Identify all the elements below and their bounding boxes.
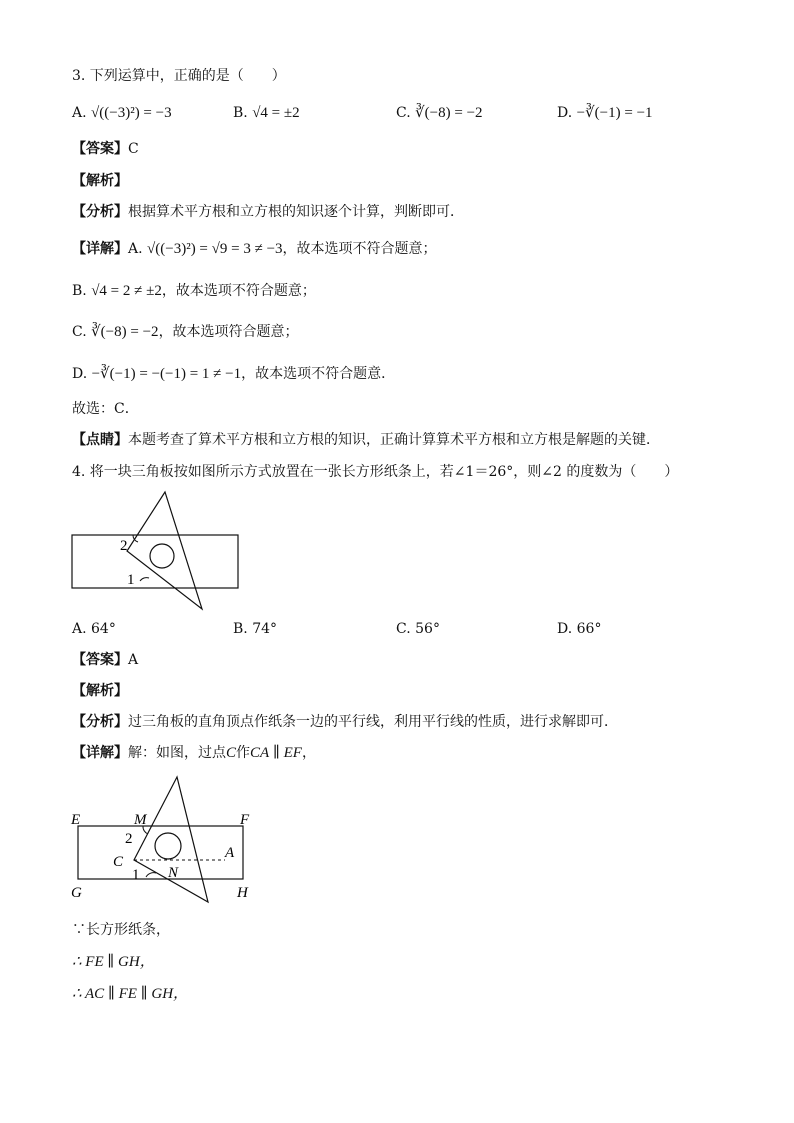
label-a: A xyxy=(225,845,235,861)
q3-option-a-text: √((−3)²) = −3 xyxy=(91,105,172,121)
detail-c-math: ∛(−8) = −2 xyxy=(91,324,159,340)
fenxi-tag: 【分析】 xyxy=(72,714,128,730)
angle-1-arc xyxy=(140,578,149,581)
detail-a-label: A. xyxy=(128,241,143,257)
q3-option-d xyxy=(557,104,653,122)
q3-detail-b xyxy=(72,282,316,300)
label-c: C xyxy=(113,854,124,870)
detail-c-label: C. xyxy=(72,324,87,340)
q3-analysis-tag xyxy=(72,172,128,190)
fenxi-text: 过三角板的直角顶点作纸条一边的平行线，利用平行线的性质，进行求解即可． xyxy=(128,714,618,730)
detail-b-tail: ，故本选项不符合题意； xyxy=(161,283,316,299)
q3-option-b xyxy=(233,104,300,122)
q3-answer xyxy=(72,140,139,158)
label-g: G xyxy=(71,885,82,901)
q4-option-c xyxy=(396,620,440,638)
detail-end: ， xyxy=(301,745,316,761)
q4-option-c-label: C. xyxy=(396,621,411,637)
q3-choose: 故选：C． xyxy=(72,401,139,417)
label-m: M xyxy=(134,812,147,828)
q3-stem: 3. 下列运算中，正确的是（ ） xyxy=(72,68,286,84)
q3-option-c xyxy=(396,104,483,122)
dianjing-text: 本题考查了算术平方根和立方根的知识，正确计算算术平方根和立方根是解题的关键． xyxy=(128,432,660,448)
q4-option-d-text: 66° xyxy=(576,621,602,637)
answer-value: A xyxy=(128,652,139,668)
label-f: F xyxy=(240,812,250,828)
q3-detail-a xyxy=(72,240,437,258)
label-1: 1 xyxy=(132,867,140,883)
detail-ef: EF xyxy=(283,745,302,761)
q3-option-a-label: A. xyxy=(72,105,87,121)
fenxi-tag: 【分析】 xyxy=(72,204,128,220)
detail-point-c: C xyxy=(226,745,237,761)
q3-option-c-text: ∛(−8) = −2 xyxy=(415,105,483,121)
answer-value: C xyxy=(128,141,139,157)
q3-option-a xyxy=(72,104,172,122)
q4-figure-2 xyxy=(70,773,260,905)
detail-parallel: ∥ xyxy=(269,745,284,761)
analysis-tag: 【解析】 xyxy=(72,173,128,189)
q4-detail xyxy=(72,744,316,762)
q4-figure-1 xyxy=(70,490,245,615)
q4-step-2: ∴ FE ∥ GH， xyxy=(72,954,155,970)
detail-d-tail: ，故本选项不符合题意． xyxy=(241,366,396,382)
q4-option-d xyxy=(557,620,601,638)
detail-mid: 作 xyxy=(236,745,251,761)
detail-d-math: −∛(−1) = −(−1) = 1 ≠ −1 xyxy=(91,366,242,382)
detail-ca: CA xyxy=(250,745,270,761)
label-2: 2 xyxy=(125,831,133,847)
set-square-hole-2 xyxy=(155,833,181,859)
detail-b-math: √4 = 2 ≠ ±2 xyxy=(91,283,162,299)
label-e: E xyxy=(71,812,81,828)
q3-option-d-label: D. xyxy=(557,105,573,121)
set-square xyxy=(127,492,202,609)
detail-tag: 【详解】 xyxy=(72,241,128,257)
q3-option-c-label: C. xyxy=(396,105,411,121)
detail-a-math: √((−3)²) = √9 = 3 ≠ −3 xyxy=(147,241,283,257)
q4-option-a-text: 64° xyxy=(91,621,116,637)
q3-fenxi xyxy=(72,203,464,221)
set-square-hole xyxy=(150,544,174,568)
q4-option-a-label: A. xyxy=(72,621,87,637)
analysis-tag: 【解析】 xyxy=(72,683,128,699)
set-square-2 xyxy=(134,777,208,902)
q4-option-b-label: B. xyxy=(233,621,248,637)
answer-tag: 【答案】 xyxy=(72,141,128,157)
q4-option-d-label: D. xyxy=(557,621,573,637)
q4-analysis-tag xyxy=(72,682,128,700)
detail-d-label: D. xyxy=(72,366,88,382)
q4-answer xyxy=(72,651,138,669)
q4-option-a xyxy=(72,620,116,638)
q3-detail-c xyxy=(72,323,299,341)
angle-2-label: 2 xyxy=(120,538,128,554)
label-h: H xyxy=(237,885,248,901)
q4-fenxi xyxy=(72,713,618,731)
q4-option-b-text: 74° xyxy=(252,621,278,637)
q3-option-d-text: −∛(−1) = −1 xyxy=(576,105,653,121)
detail-b-label: B. xyxy=(72,283,87,299)
q4-option-b xyxy=(233,620,277,638)
fenxi-text: 根据算术平方根和立方根的知识逐个计算，判断即可． xyxy=(128,204,464,220)
paper-strip-2 xyxy=(78,826,243,879)
detail-tag: 【详解】 xyxy=(72,745,128,761)
answer-tag: 【答案】 xyxy=(72,652,128,668)
q3-option-b-label: B. xyxy=(233,105,248,121)
q3-dianjing xyxy=(72,431,660,449)
q4-stem: 4. 将一块三角板按如图所示方式放置在一张长方形纸条上，若∠1＝26°，则∠2 的度数为（ ） xyxy=(72,464,679,480)
angle-1-arc xyxy=(146,873,156,877)
q4-step-3: ∴ AC ∥ FE ∥ GH， xyxy=(72,986,189,1002)
q3-detail-d xyxy=(72,365,395,383)
label-n: N xyxy=(168,865,179,881)
q3-option-b-text: √4 = ±2 xyxy=(252,105,300,121)
detail-c-tail: ，故本选项符合题意； xyxy=(158,324,299,340)
q4-step-1: ∵长方形纸条， xyxy=(72,922,170,938)
detail-a-tail: ，故本选项不符合题意； xyxy=(282,241,437,257)
paper-strip xyxy=(72,535,238,588)
dianjing-tag: 【点睛】 xyxy=(72,432,128,448)
angle-1-label: 1 xyxy=(127,572,135,588)
q4-option-c-text: 56° xyxy=(415,621,440,637)
detail-text: 解：如图，过点 xyxy=(128,745,226,761)
